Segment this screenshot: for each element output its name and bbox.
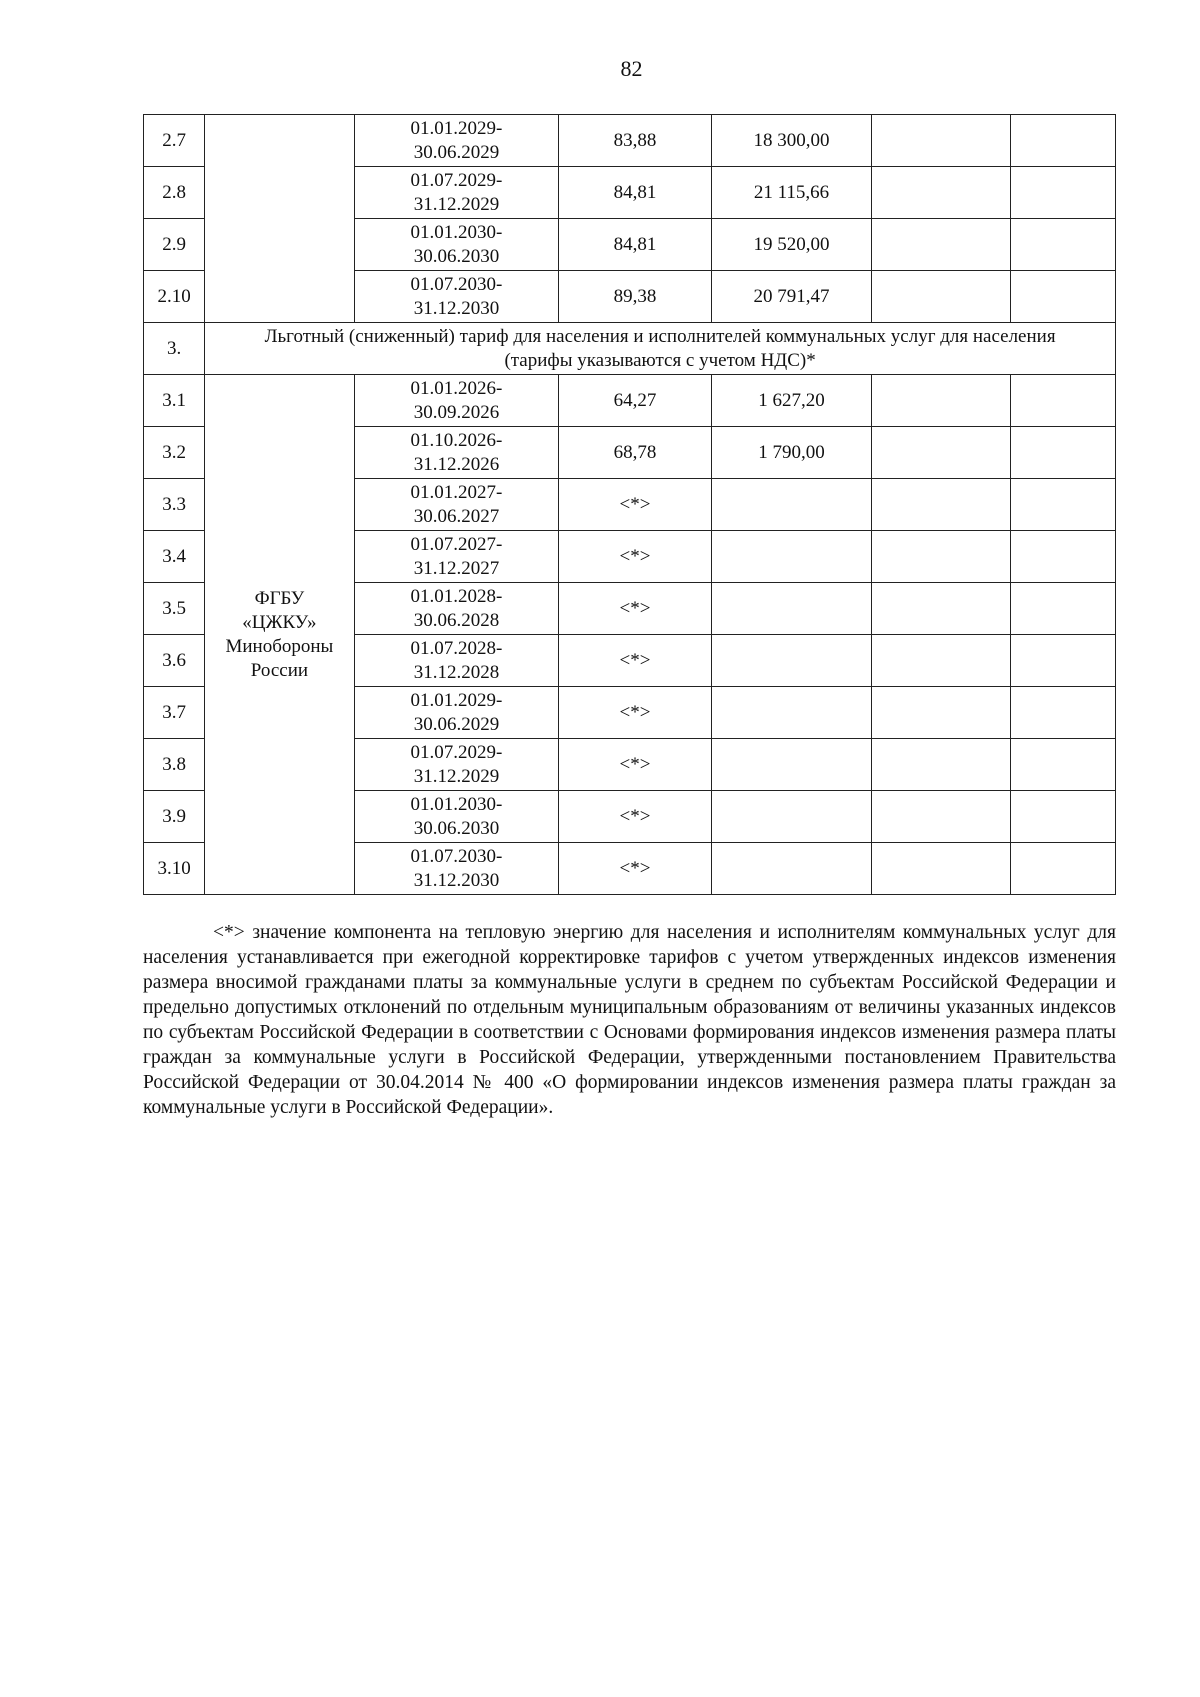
row-number: 3.6 <box>144 635 205 687</box>
footnote: <*> значение компонента на тепловую энергию для населения и исполнителям коммунальных услуг для населения устанавливается при ежегодной корректировке тарифов с учетом утвержденных индексов изменения размера вносимой гражданами платы за коммунальные услуги в среднем по субъектам Российской Федерации и предельно допустимых отклонений по отдельным муниципальным образованиям от величины указанных индексов по субъектам Российской Федерации в соответствии с Основами формирования индексов изменения размера платы граждан за коммунальные услуги в Российской Федерации, утвержденными постановлением Правительства Российской Федерации от 30.04.2014 № 400 «О формировании индексов изменения размера платы граждан за коммунальные услуги в Российской Федерации». <box>143 922 1116 1118</box>
rate-cell: <*> <box>559 479 711 531</box>
page-number: 82 <box>620 56 643 81</box>
period-cell: 01.01.2027- 30.06.2027 <box>354 479 559 531</box>
amount-cell <box>711 531 871 583</box>
empty-cell <box>872 687 1010 739</box>
period-cell: 01.07.2027- 31.12.2027 <box>354 531 559 583</box>
period-cell: 01.01.2029- 30.06.2029 <box>354 687 559 739</box>
amount-cell <box>711 687 871 739</box>
organization-name-line: «ЦЖКУ» <box>242 611 317 633</box>
amount-cell: 19 520,00 <box>711 219 871 271</box>
empty-cell <box>1010 583 1115 635</box>
period-cell: 01.07.2029- 31.12.2029 <box>354 167 559 219</box>
amount-cell <box>711 635 871 687</box>
empty-cell <box>1010 635 1115 687</box>
empty-cell <box>1010 167 1115 219</box>
row-number: 3.2 <box>144 427 205 479</box>
period-cell: 01.01.2030- 30.06.2030 <box>354 791 559 843</box>
rate-cell: <*> <box>559 635 711 687</box>
amount-cell: 20 791,47 <box>711 271 871 323</box>
rate-cell: 83,88 <box>559 115 711 167</box>
rate-cell: <*> <box>559 531 711 583</box>
empty-cell <box>872 843 1010 895</box>
organization-cell <box>205 375 354 895</box>
period-cell: 01.07.2028- 31.12.2028 <box>354 635 559 687</box>
row-number: 2.7 <box>144 115 205 167</box>
section-number: 3. <box>144 323 205 375</box>
row-number: 3.8 <box>144 739 205 791</box>
section-title: Льготный (сниженный) тариф для населения и исполнителей коммунальных услуг для населения (тарифы указываются с учетом НДС)* <box>205 323 1116 375</box>
empty-cell <box>1010 791 1115 843</box>
empty-cell <box>1010 687 1115 739</box>
amount-cell <box>711 739 871 791</box>
table-row <box>144 115 1116 167</box>
rate-cell: 84,81 <box>559 219 711 271</box>
empty-cell <box>1010 271 1115 323</box>
amount-cell: 1 627,20 <box>711 375 871 427</box>
period-cell: 01.07.2030- 31.12.2030 <box>354 271 559 323</box>
empty-cell <box>1010 479 1115 531</box>
period-cell: 01.01.2028- 30.06.2028 <box>354 583 559 635</box>
amount-cell: 18 300,00 <box>711 115 871 167</box>
period-cell: 01.01.2030- 30.06.2030 <box>354 219 559 271</box>
amount-cell: 21 115,66 <box>711 167 871 219</box>
period-cell: 01.10.2026- 31.12.2026 <box>354 427 559 479</box>
rate-cell: <*> <box>559 739 711 791</box>
period-cell: 01.01.2026- 30.09.2026 <box>354 375 559 427</box>
amount-cell <box>711 791 871 843</box>
amount-cell <box>711 583 871 635</box>
empty-cell <box>1010 739 1115 791</box>
rate-cell: 68,78 <box>559 427 711 479</box>
rate-cell: <*> <box>559 791 711 843</box>
row-number: 2.10 <box>144 271 205 323</box>
row-number: 3.10 <box>144 843 205 895</box>
organization-name-line: ФГБУ <box>254 587 305 609</box>
period-cell: 01.07.2030- 31.12.2030 <box>354 843 559 895</box>
empty-cell <box>1010 843 1115 895</box>
rate-cell: 84,81 <box>559 167 711 219</box>
rate-cell: <*> <box>559 687 711 739</box>
row-number: 3.4 <box>144 531 205 583</box>
org-cell-empty <box>205 115 354 323</box>
empty-cell <box>872 375 1010 427</box>
row-number: 3.1 <box>144 375 205 427</box>
table-body-bottom <box>144 375 1116 895</box>
empty-cell <box>872 115 1010 167</box>
empty-cell <box>872 635 1010 687</box>
amount-cell: 1 790,00 <box>711 427 871 479</box>
rate-cell: <*> <box>559 843 711 895</box>
empty-cell <box>1010 115 1115 167</box>
empty-cell <box>1010 531 1115 583</box>
empty-cell <box>872 531 1010 583</box>
amount-cell <box>711 843 871 895</box>
rate-cell: 89,38 <box>559 271 711 323</box>
row-number: 3.7 <box>144 687 205 739</box>
row-number: 3.9 <box>144 791 205 843</box>
empty-cell <box>872 583 1010 635</box>
organization-name-line: России <box>250 659 309 681</box>
empty-cell <box>1010 375 1115 427</box>
empty-cell <box>1010 219 1115 271</box>
row-number: 2.8 <box>144 167 205 219</box>
rate-cell: 64,27 <box>559 375 711 427</box>
period-cell: 01.01.2029- 30.06.2029 <box>354 115 559 167</box>
empty-cell <box>872 219 1010 271</box>
amount-cell <box>711 479 871 531</box>
table-body-top <box>144 115 1116 375</box>
row-number: 3.3 <box>144 479 205 531</box>
empty-cell <box>872 479 1010 531</box>
empty-cell <box>872 167 1010 219</box>
empty-cell <box>872 791 1010 843</box>
organization-name-line: Минобороны <box>225 635 334 657</box>
section-header-row <box>144 323 1116 375</box>
empty-cell <box>872 739 1010 791</box>
tariff-table <box>143 114 1116 895</box>
empty-cell <box>872 271 1010 323</box>
empty-cell <box>872 427 1010 479</box>
empty-cell <box>1010 427 1115 479</box>
rate-cell: <*> <box>559 583 711 635</box>
table-row <box>144 375 1116 427</box>
row-number: 3.5 <box>144 583 205 635</box>
row-number: 2.9 <box>144 219 205 271</box>
period-cell: 01.07.2029- 31.12.2029 <box>354 739 559 791</box>
